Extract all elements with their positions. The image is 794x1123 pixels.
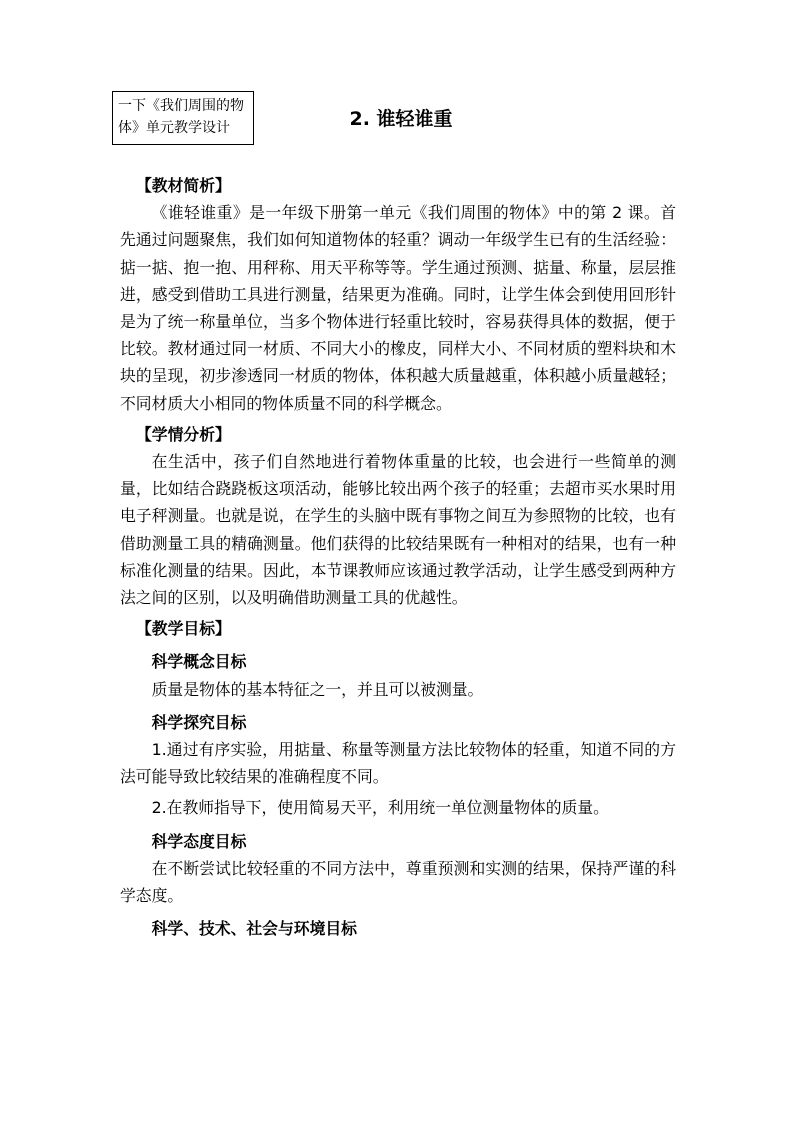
attitude-goal-title: 科学态度目标: [151, 831, 247, 851]
concept-goal-text: 质量是物体的基本特征之一，并且可以被测量。: [151, 679, 484, 699]
section-heading-textbook: 【教材简析】: [136, 176, 231, 195]
inquiry-goal-item-2: 2.在教师指导下，使用简易天平，利用统一单位测量物体的质量。: [151, 798, 609, 818]
inquiry-goal-title: 科学探究目标: [151, 712, 247, 732]
attitude-goal-text: 在不断尝试比较轻重的不同方法中，尊重预测和实测的结果，保持严谨的科学态度。: [120, 858, 676, 906]
student-analysis-paragraph: 在生活中，孩子们自然地进行着物体重量的比较，也会进行一些简单的测量，比如结合跷跷板这项活动，能够比较出两个孩子的轻重；去超市买水果时用电子秤测量。也就是说，在学生的头脑中既有事物之间互为参照物的比较，也有借助测量工具的精确测量。他们获得的比较结果既有一种相对的结果，也有一种标准化测量的结果。因此，本节课教师应该通过教学活动，让学生感受到两种方法之间的区别，以及明确借助测量工具的优越性。: [120, 452, 676, 608]
section-heading-students: 【学情分析】: [136, 424, 231, 444]
lesson-title: 2. 谁轻谁重: [349, 108, 453, 130]
inquiry-goal-item-1: 1.通过有序实验，用掂量、称量等测量方法比较物体的轻重，知道不同的方法可能导致比较结果的准确程度不同。: [120, 740, 676, 787]
sts-goal-title: 科学、技术、社会与环境目标: [151, 919, 357, 939]
unit-label-box: 一下《我们周围的物 体》单元教学设计: [112, 91, 254, 145]
section-heading-goals: 【教学目标】: [136, 619, 231, 639]
document-body: [120, 172, 676, 942]
textbook-analysis-paragraph: 《谁轻谁重》是一年级下册第一单元《我们周围的物体》中的第 2 课。首先通过问题聚焦，我们如何知道物体的轻重？调动一年级学生已有的生活经验：掂一掂、抱一抱、用秤称、用天平称等等。学生通过预测、掂量、称量，层层推进，感受到借助工具进行测量，结果更为准确。同时，让学生体会到使用回形针是为了统一称量单位，当多个物体进行轻重比较时，容易获得具体的数据，便于比较。教材通过同一材质、不同大小的橡皮，同样大小、不同材质的塑料块和木块的呈现，初步渗透同一材质的物体，体积越大质量越重，体积越小质量越轻；不同材质大小相同的物体质量不同的科学概念。: [120, 203, 676, 413]
concept-goal-title: 科学概念目标: [151, 652, 247, 672]
